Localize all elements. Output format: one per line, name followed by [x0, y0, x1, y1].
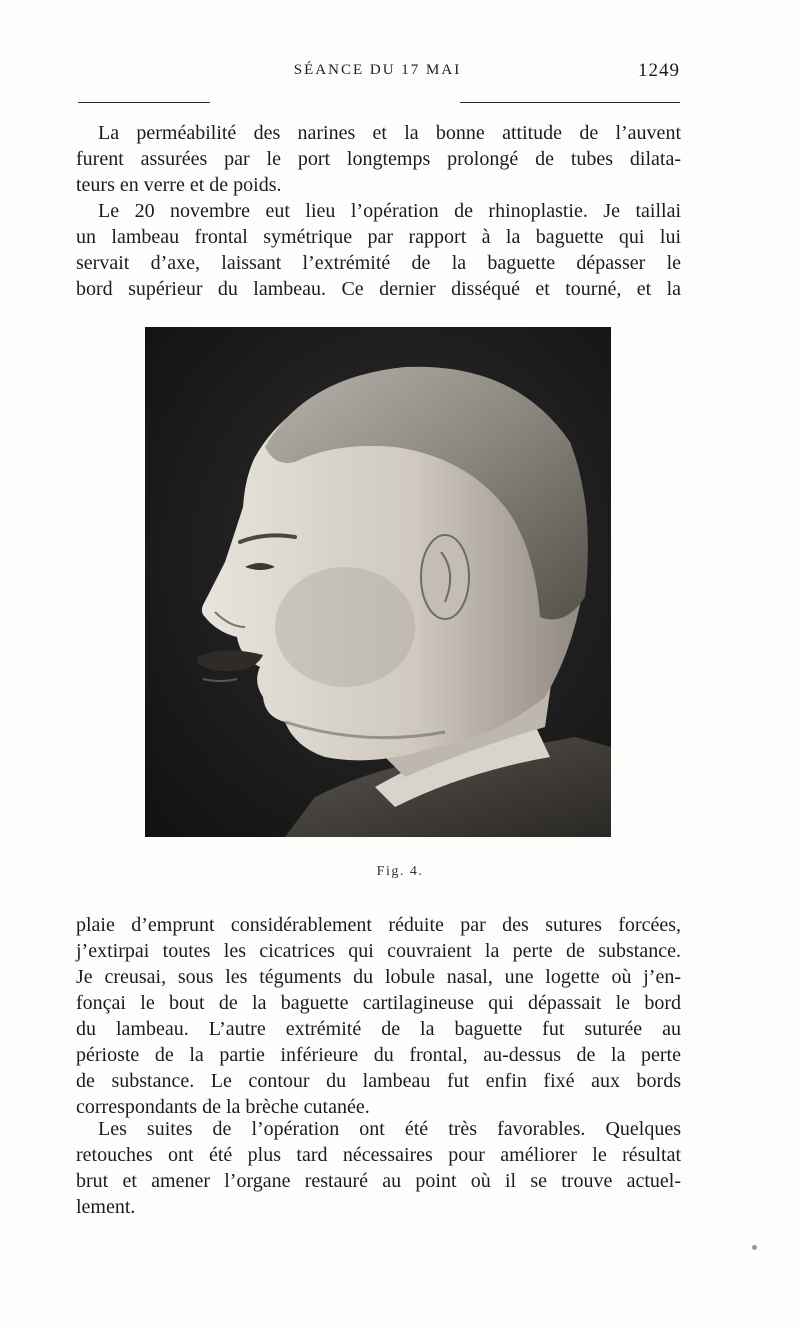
- page-number: 1249: [638, 60, 680, 81]
- text-line: périoste de la partie inférieure du frontal, au-dessus de la perte: [76, 1044, 681, 1066]
- text-line: bord supérieur du lambeau. Ce dernier disséqué et tourné, et la: [76, 278, 681, 300]
- text-line: lement.: [76, 1196, 136, 1218]
- header-rule-right: [460, 102, 680, 103]
- running-title: SÉANCE DU 17 MAI: [293, 62, 462, 78]
- text-line: Les suites de l’opération ont été très favorables. Quelques: [98, 1118, 681, 1140]
- paragraph-1: [76, 120, 681, 198]
- figure-caption: Fig. 4.: [376, 864, 424, 879]
- text-line: correspondants de la brèche cutanée.: [76, 1096, 370, 1118]
- header-rule-left: [78, 102, 210, 103]
- text-line: fonçai le bout de la baguette cartilagineuse qui dépassait le bord: [76, 992, 681, 1014]
- portrait-image: [145, 327, 611, 837]
- paragraph-2: [76, 198, 681, 302]
- text-line: plaie d’emprunt considérablement réduite par des sutures forcées,: [76, 914, 681, 936]
- text-line: teurs en verre et de poids.: [76, 174, 282, 196]
- text-line: retouches ont été plus tard nécessaires pour améliorer le résultat: [76, 1144, 681, 1166]
- text-line: du lambeau. L’autre extrémité de la baguette fut suturée au: [76, 1018, 681, 1040]
- paper-speck: [752, 1245, 757, 1250]
- text-line: La perméabilité des narines et la bonne attitude de l’auvent: [98, 122, 681, 144]
- text-line: servait d’axe, laissant l’extrémité de la baguette dépasser le: [76, 252, 681, 274]
- figure-4-photograph: [145, 327, 611, 837]
- text-line: un lambeau frontal symétrique par rapport à la baguette qui lui: [76, 226, 681, 248]
- text-line: brut et amener l’organe restauré au point où il se trouve actuel-: [76, 1170, 681, 1192]
- text-line: j’extirpai toutes les cicatrices qui couvraient la perte de substance.: [76, 940, 681, 962]
- paragraph-3: [76, 912, 681, 1120]
- text-line: de substance. Le contour du lambeau fut enfin fixé aux bords: [76, 1070, 681, 1092]
- text-line: Le 20 novembre eut lieu l’opération de rhinoplastie. Je taillai: [98, 200, 681, 222]
- text-line: furent assurées par le port longtemps prolongé de tubes dilata-: [76, 148, 681, 170]
- running-header: [75, 62, 680, 92]
- paragraph-4: [76, 1116, 681, 1220]
- text-line: Je creusai, sous les téguments du lobule nasal, une logette où j’en-: [76, 966, 681, 988]
